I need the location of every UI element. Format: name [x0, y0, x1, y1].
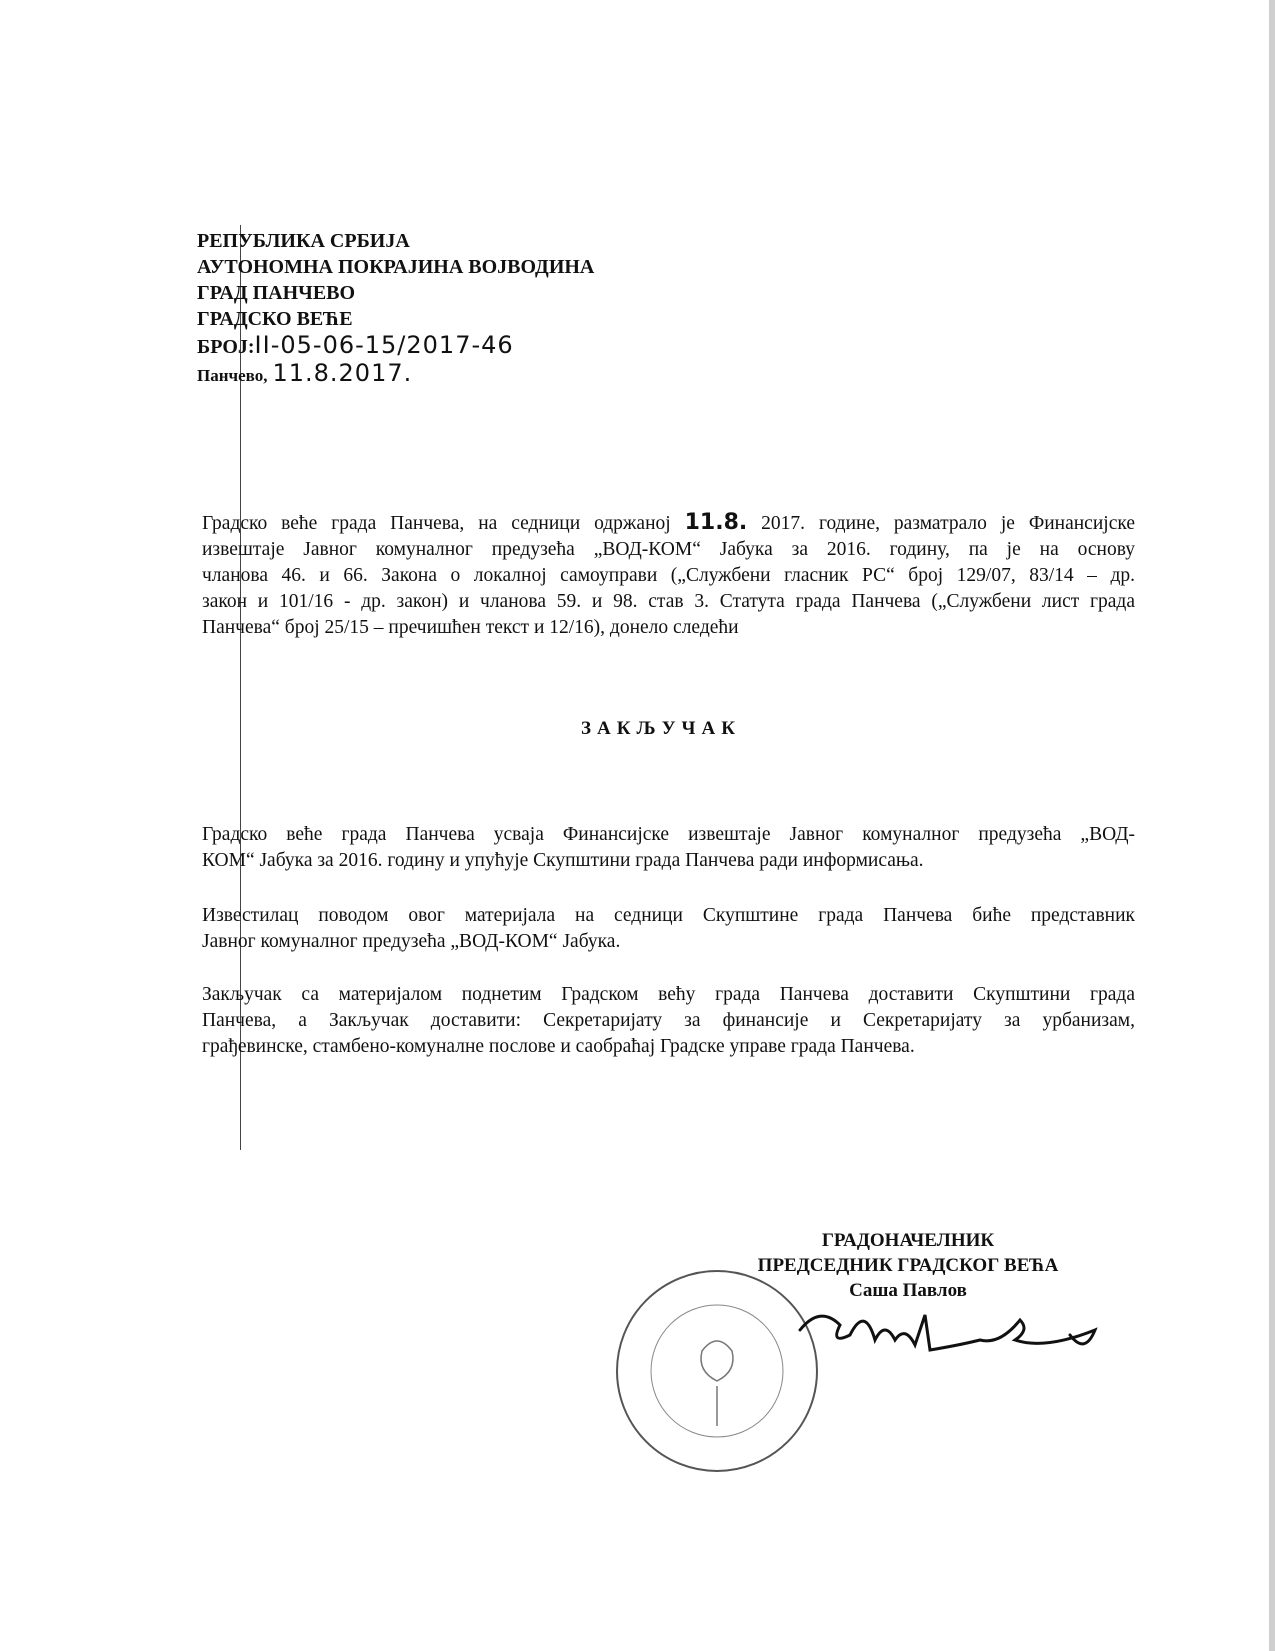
handwritten-session-date: 11.8. — [684, 510, 748, 535]
conclusion-paragraph-2: Известилац поводом овог материјала на седници Скупштине града Панчева биће представник Јавног комуналног предузећа „ВОД-КОМ“ Јабука. — [202, 905, 1135, 952]
header-line: РЕПУБЛИКА СРБИЈА — [197, 230, 410, 252]
scan-edge — [1269, 0, 1275, 1651]
document-number: БРОЈ:II-05-06-15/2017-46 — [197, 331, 514, 359]
conclusion-paragraph-3: Закључак са материјалом поднетим Градском већу града Панчева доставити Скупштини града Панчева, а Закључак доставити: Секретаријату за финансије и Секретаријату за урбанизам, грађевинске, стамбено-комуналне послове и саобраћај Градске управе града Панчева. — [202, 984, 1135, 1057]
document-title: ЗАКЉУЧАК — [581, 718, 741, 739]
conclusion-paragraph-1: Градско веће града Панчева усваја Финансијске извештаје Јавног комуналног предузећа „ВОД- КОМ“ Јабука за 2016. годину и упућује Скупштини града Панчева ради информисања. — [202, 824, 1135, 871]
header-line: ГРАД ПАНЧЕВО — [197, 282, 356, 304]
header-line: АУТОНОМНА ПОКРАЈИНА ВОЈВОДИНА — [197, 256, 595, 278]
header-line: ГРАДСКО ВЕЋЕ — [197, 308, 353, 330]
document-header — [197, 228, 594, 389]
signature-block: ГРАДОНАЧЕЛНИК ПРЕДСЕДНИК ГРАДСКОГ ВЕЋА Саша Павлов — [757, 1230, 1059, 1301]
document-place-date: Панчево, 11.8.2017. — [197, 359, 413, 387]
handwritten-number: II-05-06-15/2017-46 — [254, 331, 514, 359]
handwritten-date: 11.8.2017. — [272, 359, 413, 387]
intro-paragraph: Градско веће града Панчева, на седници одржаној 11.8. 2017. године, разматрало је Финансијске извештаје Јавног комуналног предузећа „ВОД-КОМ“ Јабука за 2016. годину, па је на основу чланова 46. и 66. Закона о локалној самоуправи („Службени гласник РС“ број 129/07, 83/14 – др. закон и 101/16 - др. закон) и чланова 59. и 98. став 3. Статута града Панчева („Службени лист града Панчева“ број 25/15 – пречишћен текст и 12/16), донело следећи — [202, 510, 1135, 638]
signature-scribble — [790, 1290, 1100, 1360]
